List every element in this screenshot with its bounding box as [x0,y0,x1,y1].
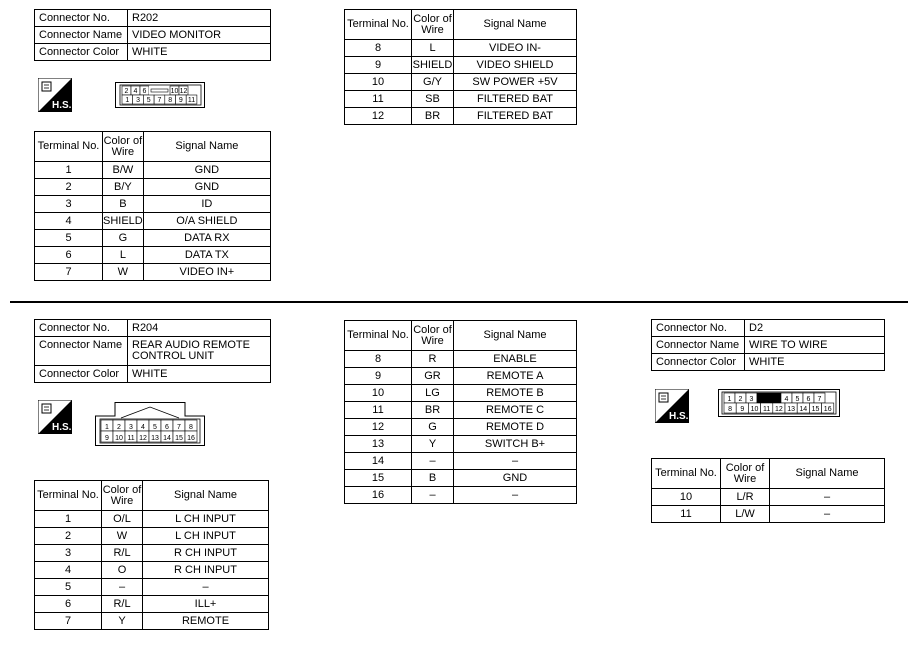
pin-number: 2 [738,396,743,403]
signal-name-cell: VIDEO IN+ [143,264,270,281]
wire-color-cell: G [412,419,454,436]
terminal-no-cell: 9 [345,368,412,385]
wire-color-cell: O [102,562,143,579]
wire-color-cell: – [412,487,454,504]
wire-color-cell: GR [412,368,454,385]
wire-color-cell: L/W [721,506,770,523]
section-divider [10,301,908,303]
harness-side-icon [38,400,72,434]
wire-color-cell: R [412,351,454,368]
terminal-no-cell: 10 [652,489,721,506]
terminal-no-cell: 11 [652,506,721,523]
terminal-no-cell: 9 [345,57,412,74]
pin-number: 8 [728,406,733,413]
pin-number: 11 [187,97,196,104]
pin-number: 6 [806,396,811,403]
connector-no-label: Connector No. [652,320,745,337]
pin-number: 11 [127,435,135,442]
wire-color-cell: R/L [102,596,143,613]
pin-number: 3 [749,396,754,403]
table-row [345,487,577,504]
terminal-no-cell: 2 [35,179,103,196]
pin-number: 4 [784,396,789,403]
table-row [35,613,269,630]
wire-color-cell: G/Y [412,74,454,91]
pin-number: 9 [105,435,109,442]
connector-name-label: Connector Name [35,337,128,366]
table-row [35,247,271,264]
wire-color-cell: W [103,264,144,281]
table-row [35,511,269,528]
table-row [345,351,577,368]
pin-number: 2 [117,424,121,431]
wire-color-cell: Y [412,436,454,453]
wire-color-cell: B/W [103,162,144,179]
signal-name-cell: REMOTE B [454,385,577,402]
pin-number: 12 [179,88,188,95]
pin-number: 1 [727,396,732,403]
connector-name-label: Connector Name [652,337,745,354]
terminal-no-header: Terminal No. [345,321,412,351]
terminal-no-cell: 16 [345,487,412,504]
table-row [345,57,577,74]
table-row [345,453,577,470]
terminal-no-cell: 5 [35,579,102,596]
terminal-no-cell: 5 [35,230,103,247]
terminal-no-cell: 4 [35,562,102,579]
connector-name-value: WIRE TO WIRE [745,337,885,354]
signal-name-cell: SWITCH B+ [454,436,577,453]
pin-number: 10 [750,406,759,413]
table-row [35,579,269,596]
r202-terminal-table-b [344,9,577,125]
terminal-no-cell: 12 [345,108,412,125]
terminal-no-header: Terminal No. [345,10,412,40]
pin-number: 10 [115,435,123,442]
table-row [345,470,577,487]
table-row [345,108,577,125]
connector-color-value: WHITE [128,44,271,61]
table-row [35,264,271,281]
pin-number: 7 [157,97,162,104]
pin-number: 13 [151,435,159,442]
signal-name-cell: – [454,453,577,470]
signal-name-cell: VIDEO SHIELD [454,57,577,74]
table-row [345,40,577,57]
wire-color-cell: LG [412,385,454,402]
wire-color-cell: L [103,247,144,264]
signal-name-cell: GND [143,162,270,179]
signal-name-header: Signal Name [454,10,577,40]
table-row [35,179,271,196]
wire-color-cell: B/Y [103,179,144,196]
r204-terminal-table-a [34,480,269,630]
table-row [35,230,271,247]
terminal-no-cell: 1 [35,511,102,528]
harness-side-icon [655,389,689,423]
connector-no-value: R204 [128,320,271,337]
terminal-no-cell: 7 [35,264,103,281]
terminal-no-cell: 11 [345,402,412,419]
table-row [345,91,577,108]
wire-color-cell: G [103,230,144,247]
harness-side-icon [38,78,72,112]
pin-number: 5 [795,396,800,403]
pin-number: 14 [163,435,171,442]
table-row [345,74,577,91]
table-row [35,596,269,613]
terminal-no-cell: 2 [35,528,102,545]
pin-number: 1 [125,97,130,104]
d2-connector-face [718,389,840,417]
terminal-no-cell: 14 [345,453,412,470]
signal-name-cell: L CH INPUT [143,511,269,528]
pin-number: 2 [124,88,129,95]
terminal-no-cell: 15 [345,470,412,487]
signal-name-cell: DATA TX [143,247,270,264]
d2-connector-info [651,319,885,371]
connector-color-label: Connector Color [35,44,128,61]
pin-number: 9 [178,97,183,104]
table-row [35,545,269,562]
pin-number: 6 [165,424,169,431]
signal-name-cell: FILTERED BAT [454,91,577,108]
signal-name-cell: – [143,579,269,596]
pin-number: 12 [775,406,783,413]
signal-name-cell: ENABLE [454,351,577,368]
table-row [345,402,577,419]
connector-color-label: Connector Color [652,354,745,371]
wire-color-cell: Y [102,613,143,630]
wire-color-cell: – [412,453,454,470]
table-row [35,528,269,545]
wire-color-cell: SHIELD [103,213,144,230]
pin-number: 4 [133,88,138,95]
signal-name-cell: REMOTE A [454,368,577,385]
signal-name-cell: R CH INPUT [143,562,269,579]
connector-color-value: WHITE [745,354,885,371]
wire-color-cell: BR [412,108,454,125]
pin-number: 15 [175,435,183,442]
signal-name-cell: O/A SHIELD [143,213,270,230]
signal-name-cell: REMOTE C [454,402,577,419]
signal-name-cell: REMOTE D [454,419,577,436]
r202-connector-info [34,9,271,61]
terminal-no-cell: 6 [35,247,103,264]
signal-name-header: Signal Name [143,481,269,511]
pin-number: 3 [129,424,133,431]
connector-color-value: WHITE [128,366,271,383]
color-of-wire-header: Color of Wire [412,321,454,351]
terminal-no-header: Terminal No. [35,132,103,162]
color-of-wire-header: Color of Wire [103,132,144,162]
pin-number: 11 [763,406,771,413]
color-of-wire-header: Color of Wire [102,481,143,511]
pin-number: 14 [799,406,808,413]
pin-number: 16 [187,435,195,442]
table-row [345,368,577,385]
r204-connector-info [34,319,271,383]
signal-name-cell: GND [454,470,577,487]
wire-color-cell: L [412,40,454,57]
wire-color-cell: BR [412,402,454,419]
wire-color-cell: L/R [721,489,770,506]
connector-name-label: Connector Name [35,27,128,44]
connector-name-value: VIDEO MONITOR [128,27,271,44]
wire-color-cell: B [103,196,144,213]
signal-name-cell: SW POWER +5V [454,74,577,91]
signal-name-cell: FILTERED BAT [454,108,577,125]
connector-name-value: REAR AUDIO REMOTE CONTROL UNIT [128,337,271,366]
pin-number: 4 [141,424,145,431]
signal-name-header: Signal Name [454,321,577,351]
pin-number: 1 [105,424,109,431]
terminal-no-cell: 12 [345,419,412,436]
signal-name-cell: REMOTE [143,613,269,630]
signal-name-cell: ILL+ [143,596,269,613]
wire-color-cell: SB [412,91,454,108]
key-slot [151,89,168,92]
table-row [35,562,269,579]
terminal-no-cell: 11 [345,91,412,108]
r202-connector-face [115,82,205,108]
wire-color-cell: O/L [102,511,143,528]
svg-text:H.S.: H.S. [52,422,72,433]
signal-name-cell: ID [143,196,270,213]
pin-number: 9 [740,406,745,413]
signal-name-cell: – [770,489,885,506]
svg-text:H.S.: H.S. [669,411,689,422]
terminal-no-cell: 10 [345,74,412,91]
pin-number: 7 [817,396,822,403]
pin-number: 15 [811,406,820,413]
connector-no-label: Connector No. [35,320,128,337]
d2-terminal-table [651,458,885,523]
pin-cell [757,393,781,403]
color-of-wire-header: Color of Wire [721,459,770,489]
pin-number: 5 [146,97,151,104]
terminal-no-cell: 3 [35,545,102,562]
table-row [35,162,271,179]
signal-name-cell: L CH INPUT [143,528,269,545]
terminal-no-cell: 8 [345,351,412,368]
color-of-wire-header: Color of Wire [412,10,454,40]
terminal-no-cell: 7 [35,613,102,630]
signal-name-cell: R CH INPUT [143,545,269,562]
table-row [345,436,577,453]
table-row [345,419,577,436]
pin-number: 16 [823,406,832,413]
pin-number: 5 [153,424,157,431]
pin-number: 8 [189,424,193,431]
terminal-no-header: Terminal No. [35,481,102,511]
wire-color-cell: W [102,528,143,545]
pin-number: 3 [136,97,141,104]
signal-name-cell: GND [143,179,270,196]
table-row [652,489,885,506]
connector-no-value: R202 [128,10,271,27]
terminal-no-cell: 10 [345,385,412,402]
signal-name-cell: – [770,506,885,523]
wire-color-cell: – [102,579,143,596]
connector-no-value: D2 [745,320,885,337]
terminal-no-cell: 8 [345,40,412,57]
table-row [35,196,271,213]
wire-color-cell: B [412,470,454,487]
signal-name-cell: VIDEO IN- [454,40,577,57]
signal-name-cell: DATA RX [143,230,270,247]
table-row [652,506,885,523]
r204-terminal-table-b [344,320,577,504]
r204-connector-face [95,402,205,446]
wire-color-cell: SHIELD [412,57,454,74]
terminal-no-cell: 4 [35,213,103,230]
signal-name-cell: – [454,487,577,504]
table-row [345,385,577,402]
pin-number: 7 [177,424,181,431]
r202-terminal-table-a [34,131,271,281]
terminal-no-cell: 13 [345,436,412,453]
pin-number: 8 [168,97,173,104]
pin-number: 10 [170,88,179,95]
terminal-no-header: Terminal No. [652,459,721,489]
terminal-no-cell: 1 [35,162,103,179]
connector-no-label: Connector No. [35,10,128,27]
pin-number: 6 [142,88,147,95]
terminal-no-cell: 6 [35,596,102,613]
svg-text:H.S.: H.S. [52,100,72,111]
pin-number: 12 [139,435,147,442]
signal-name-header: Signal Name [770,459,885,489]
signal-name-header: Signal Name [143,132,270,162]
wire-color-cell: R/L [102,545,143,562]
terminal-no-cell: 3 [35,196,103,213]
table-row [35,213,271,230]
connector-color-label: Connector Color [35,366,128,383]
pin-number: 13 [787,406,795,413]
